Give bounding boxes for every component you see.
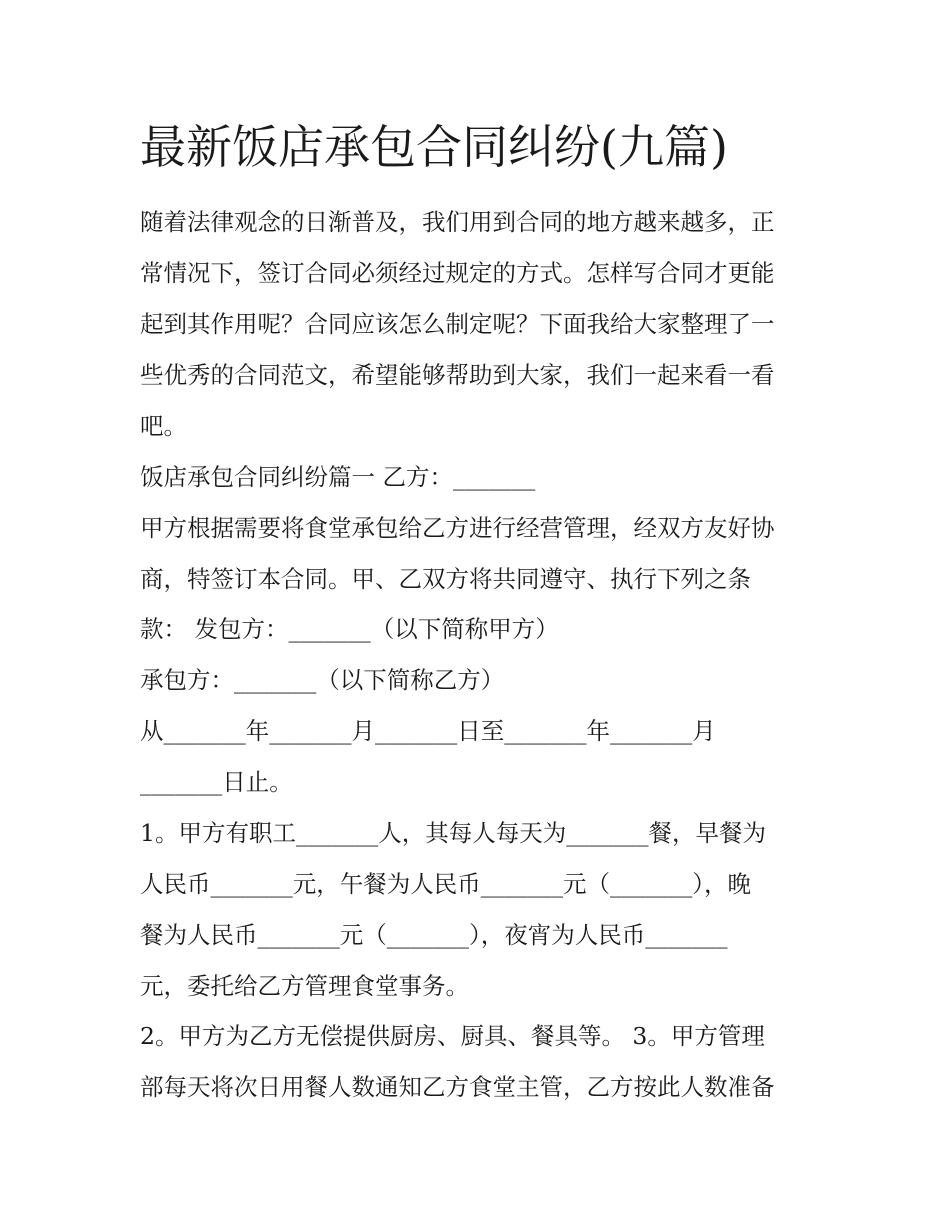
body-line: _______日止。: [140, 768, 293, 796]
body-line: 商，特签订本合同。甲、乙双方将共同遵守、执行下列之条: [140, 565, 751, 593]
intro-line-4: 些优秀的合同范文，希望能够帮助到大家，我们一起来看一看: [140, 361, 775, 389]
body-line: 甲方根据需要将食堂承包给乙方进行经营管理，经双方友好协: [140, 514, 775, 542]
clause-2-line: 2。甲方为乙方无偿提供厨房、厨具、餐具等。 3。甲方管理: [140, 1022, 765, 1050]
intro-line-2: 常情况下，签订合同必须经过规定的方式。怎样写合同才更能: [140, 259, 775, 287]
intro-line-1: 随着法律观念的日渐普及，我们用到合同的地方越来越多，正: [140, 208, 775, 236]
clause-1-line: 1。甲方有职工_______人，其每人每天为_______餐，早餐为: [140, 819, 766, 847]
intro-line-3: 起到其作用呢？合同应该怎么制定呢？下面我给大家整理了一: [140, 310, 775, 338]
section-heading-line: 饭店承包合同纠纷篇一 乙方：_______: [140, 463, 536, 491]
clause-1-line: 人民币_______元，午餐为人民币_______元（_______），晚: [140, 870, 751, 898]
clause-1-line: 餐为人民币_______元（_______），夜宵为人民币_______: [140, 921, 728, 949]
intro-line-5: 吧。: [140, 412, 187, 440]
body-line: 承包方：_______（以下简称乙方）: [140, 666, 505, 694]
clause-1-line: 元，委托给乙方管理食堂事务。: [140, 972, 469, 1000]
clause-3-line: 部每天将次日用餐人数通知乙方食堂主管，乙方按此人数准备: [140, 1073, 775, 1101]
body-line: 款： 发包方：_______（以下简称甲方）: [140, 615, 559, 643]
document-title: 最新饭店承包合同纠纷(九篇): [140, 120, 728, 174]
body-line: 从_______年_______月_______日至_______年_______月: [140, 717, 716, 745]
